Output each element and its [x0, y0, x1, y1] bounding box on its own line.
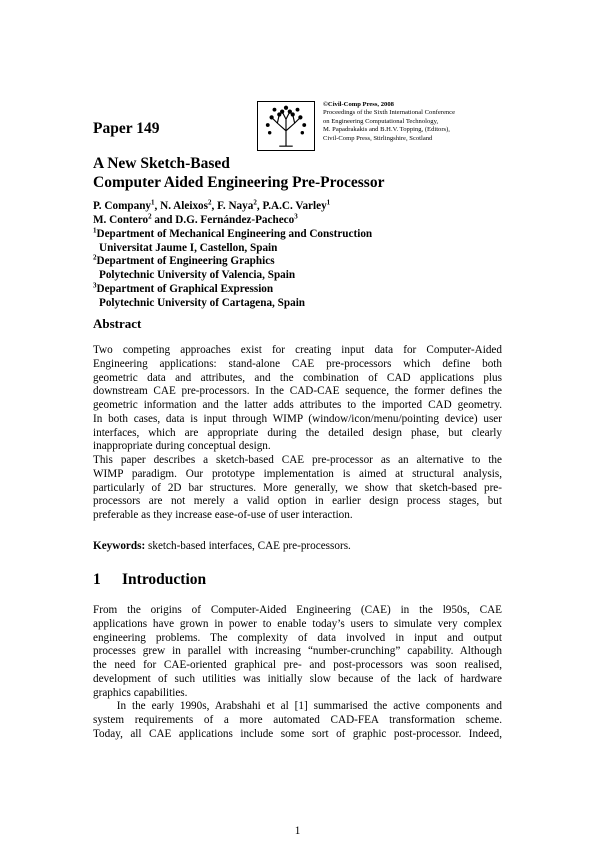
publisher-line: on Engineering Computational Technology,	[323, 117, 439, 125]
paper-number: Paper 149	[93, 120, 160, 137]
author-line	[93, 213, 330, 227]
affiliation-dept	[93, 228, 372, 242]
text-line: geometric information and the latter adds attributes to the imported CAD geometry.	[93, 399, 502, 411]
text-line: In both cases, data is input through WIMP (window/icon/menu/pointing device) user	[93, 412, 502, 425]
section-heading	[93, 571, 206, 589]
author-list	[93, 199, 330, 227]
text-line: WIMP paradigm. Our prototype implementation is aimed at structural analysis,	[93, 467, 502, 480]
text-line: inappropriate during conceptual design.	[93, 440, 271, 453]
affil-sup: 3	[93, 281, 97, 290]
text-line: graphics capabilities.	[93, 686, 188, 699]
text-line: preferable as they increase ease-of-use of user interaction.	[93, 509, 353, 521]
text-line: development of such utilities was initially slow because of the lack of hardware	[93, 672, 502, 685]
author-separator: ,	[154, 200, 161, 212]
text-line: processors are not merely a valid option in earlier design process stages, but	[93, 495, 502, 508]
affiliation-list	[93, 228, 372, 310]
affil-dept-text: Department of Engineering Graphics	[96, 255, 275, 268]
author-separator: ,	[256, 200, 263, 212]
author-affil-sup: 2	[253, 198, 257, 207]
author-name: F. Naya	[217, 200, 254, 212]
paper-title	[93, 154, 384, 192]
text-line: From the origins of Computer-Aided Engineering (CAE) in the l950s, CAE	[93, 604, 502, 616]
author-name: P. Company	[93, 200, 152, 212]
author-affil-sup: 2	[148, 212, 152, 221]
civil-comp-tree-logo	[257, 101, 315, 151]
text-line: This paper describes a sketch-based CAE pre-processor as an alternative to the	[93, 454, 502, 466]
keywords-label: Keywords:	[93, 540, 146, 552]
text-line: the need for CAE-oriented graphical pre- and post-processors was soon realised,	[93, 659, 502, 671]
author-separator: and	[151, 214, 176, 226]
publisher-info	[323, 101, 523, 143]
text-line: engineering problems. The complexity of data involved in input and output	[93, 631, 502, 644]
author-affil-sup: 2	[207, 198, 212, 207]
text-line: Two competing approaches exist for creating input data for Computer-Aided	[93, 344, 502, 356]
text-line: processes grew in parallel with increasing “number-crunching” capability. Although	[93, 645, 502, 658]
affiliation-dept	[93, 255, 372, 269]
text-line: In the early 1990s, Arabshahi et al [1] summarised the active components and	[93, 700, 502, 713]
intro-paragraph-1	[93, 604, 502, 742]
affil-sup: 1	[93, 226, 97, 235]
author-separator: ,	[211, 200, 218, 212]
text-line: geometric data and attributes, and the combination of CAD applications plus	[93, 371, 502, 384]
affiliation-inst: Polytechnic University of Cartagena, Spain	[99, 296, 306, 309]
text-line: downstream CAE pre-processors. In the CAD-CAE sequence, the former defines the	[93, 385, 502, 398]
affiliation-inst: Polytechnic University of Valencia, Spain	[99, 269, 296, 282]
page-number: 1	[294, 825, 301, 837]
author-affil-sup: 1	[326, 198, 331, 207]
affil-sup: 2	[93, 253, 97, 262]
author-affil-sup: 1	[151, 198, 155, 207]
publisher-line: Proceedings of the Sixth International Conference	[323, 109, 456, 117]
publisher-line: M. Papadrakakis and B.H.V. Topping, (Editors),	[323, 126, 450, 134]
author-line	[93, 199, 330, 213]
author-name: D.G. Fernández-Pacheco	[175, 214, 295, 226]
text-line: system requirements of a more automated CAD-FEA transformation scheme.	[93, 714, 502, 726]
keywords-text: sketch-based interfaces, CAE pre-processors.	[145, 540, 351, 552]
abstract-paragraph-1	[93, 344, 502, 523]
text-line: applications have grown in power to enable today’s users to simulate very complex	[93, 617, 502, 630]
author-name: N. Aleixos	[160, 200, 208, 212]
author-name: M. Contero	[93, 214, 149, 226]
publisher-line: Civil-Comp Press, Stirlingshire, Scotland	[323, 134, 433, 142]
title-line: A New Sketch-Based	[93, 155, 230, 172]
copyright-line: ©Civil-Comp Press, 2008	[323, 101, 394, 108]
text-line: interfaces, which are appropriate during the detailed design phase, but clearly	[93, 426, 502, 439]
text-line: Engineering applications: stand-alone CAE pre-processors which define both	[93, 357, 502, 370]
affiliation-inst: Universitat Jaume I, Castellon, Spain	[99, 241, 278, 254]
affil-dept-text: Department of Mechanical Engineering and Construction	[96, 228, 373, 240]
title-line: Computer Aided Engineering Pre-Processor	[93, 174, 385, 191]
affiliation-dept	[93, 283, 372, 297]
text-line: particularly of 2D bar structures. More generally, we show that sketch-based pre-	[93, 481, 502, 494]
tree-logo-icon	[258, 102, 314, 150]
text-line: Today, all CAE applications include some sort of graphic post-processor. Indeed,	[93, 727, 502, 740]
section-title: Introduction	[122, 571, 207, 588]
keywords-line	[93, 540, 351, 552]
affil-dept-text: Department of Graphical Expression	[96, 282, 274, 295]
author-affil-sup: 3	[294, 212, 298, 221]
author-name: P.A.C. Varley	[262, 200, 327, 212]
section-number: 1	[93, 571, 101, 588]
abstract-heading: Abstract	[93, 316, 142, 331]
